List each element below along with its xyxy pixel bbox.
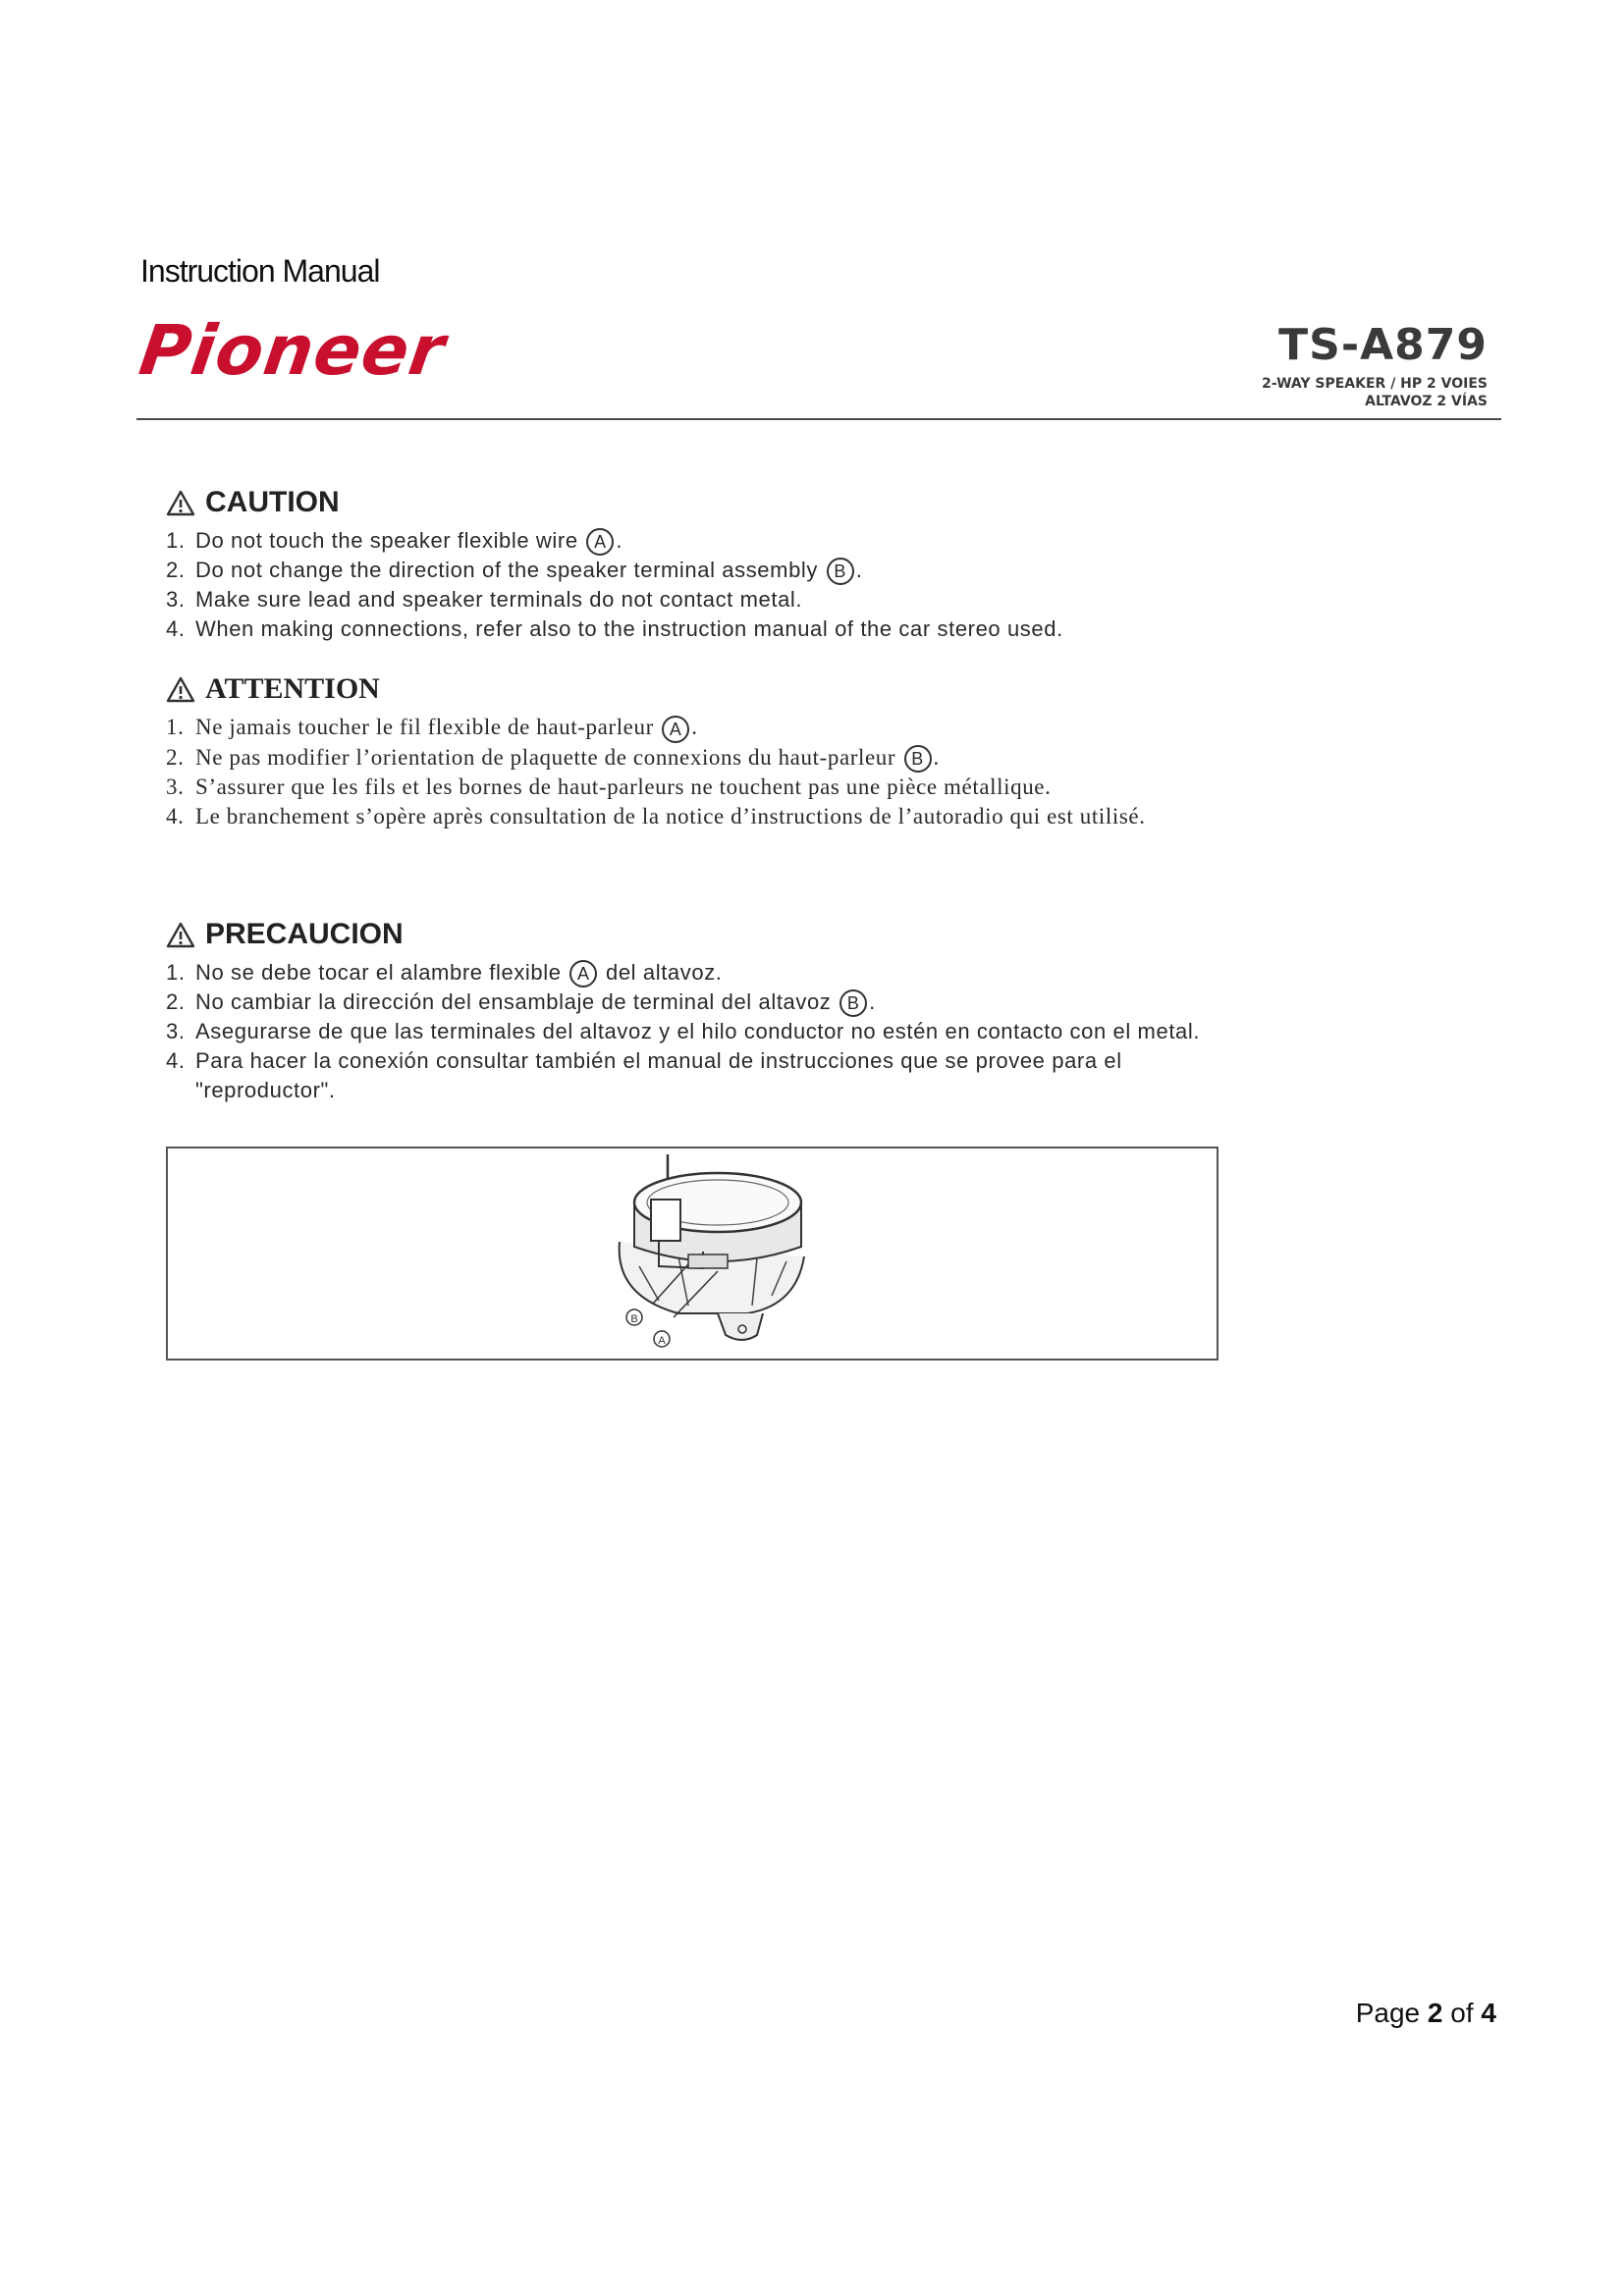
attention-title: ATTENTION: [205, 672, 380, 705]
item-number: 3.: [166, 587, 186, 613]
item-number: 3.: [166, 774, 185, 800]
list-item: [166, 614, 1256, 644]
model-number: TS-A879: [1278, 320, 1488, 370]
item-text-after: del altavoz.: [606, 960, 723, 985]
brand-wordmark: Pioneer: [135, 310, 451, 391]
model-subtitle-es: ALTAVOZ 2 VÍAS: [1365, 394, 1488, 409]
figure-label-b: B: [630, 1313, 638, 1325]
document-title: Instruction Manual: [140, 253, 380, 289]
item-text: Make sure lead and speaker terminals do not contact metal.: [195, 587, 803, 613]
item-number: 1.: [166, 528, 186, 553]
warning-triangle-icon: [166, 676, 195, 703]
attention-section: [166, 669, 1256, 831]
pioneer-logo: [135, 310, 451, 391]
caution-title: CAUTION: [205, 486, 340, 518]
list-item: [166, 802, 1256, 831]
item-text-after: .: [691, 715, 698, 739]
item-text: When making connections, refer also to the instruction manual of the car stereo used.: [195, 616, 1063, 642]
item-text: No cambiar la dirección del ensamblaje de terminal del altavoz: [195, 989, 832, 1015]
item-text: S’assurer que les fils et les bornes de haut-parleurs ne touchent pas une pièce métallique.: [195, 774, 1052, 800]
caution-heading: [166, 483, 1256, 522]
model-block: [1262, 320, 1488, 410]
item-number: 1.: [166, 960, 186, 985]
page-word: Page: [1355, 1998, 1421, 2028]
marker-b: B: [904, 745, 932, 773]
list-item: [166, 1046, 1256, 1105]
caution-section: [166, 483, 1256, 644]
item-text: Le branchement s’opère après consultation de la notice d’instructions de l’autoradio qui est utilisé.: [195, 804, 1146, 829]
list-item: [166, 585, 1256, 614]
precaucion-heading: [166, 915, 1256, 954]
item-text: Ne jamais toucher le fil flexible de haut-parleur: [195, 715, 654, 739]
item-text-after: .: [869, 989, 876, 1015]
header-divider: [136, 418, 1501, 420]
item-text: Para hacer la conexión consultar también el manual de instrucciones que se provee para el "reproductor".: [195, 1048, 1122, 1103]
item-text-after: .: [855, 558, 863, 583]
precaucion-section: [166, 915, 1256, 1105]
list-item: [166, 988, 1256, 1017]
item-number: 2.: [166, 989, 186, 1015]
total-pages: 4: [1481, 1998, 1496, 2028]
attention-heading: [166, 669, 1256, 709]
of-word: of: [1450, 1998, 1474, 2028]
list-item: [166, 556, 1256, 585]
list-item: [166, 526, 1256, 556]
warning-triangle-icon: [166, 490, 195, 516]
item-number: 1.: [166, 715, 185, 739]
list-item: [166, 1017, 1256, 1046]
list-item: [166, 773, 1256, 802]
item-number: 3.: [166, 1019, 186, 1044]
marker-b: B: [827, 558, 854, 585]
item-text: No se debe tocar el alambre flexible: [195, 960, 562, 985]
item-number: 2.: [166, 744, 185, 770]
item-text-after: .: [616, 528, 623, 553]
attention-list: [166, 713, 1256, 831]
marker-a: A: [586, 528, 614, 556]
caution-list: [166, 526, 1256, 644]
item-number: 2.: [166, 558, 186, 583]
marker-a: A: [569, 960, 597, 988]
list-item: [166, 958, 1256, 988]
precaucion-title: PRECAUCION: [205, 918, 404, 950]
item-text: Asegurarse de que las terminales del altavoz y el hilo conductor no estén en contacto con el metal.: [195, 1019, 1201, 1044]
figure-label-a: A: [658, 1335, 666, 1347]
precaucion-list: [166, 958, 1256, 1105]
item-number: 4.: [166, 804, 185, 829]
warning-triangle-icon: [166, 922, 195, 948]
item-text: Do not change the direction of the speaker terminal assembly: [195, 558, 818, 583]
speaker-illustration: [168, 1148, 1217, 1359]
page-number: [1356, 1998, 1496, 2029]
list-item: [166, 713, 1256, 743]
current-page: 2: [1427, 1998, 1443, 2028]
marker-b: B: [839, 989, 867, 1017]
model-subtitle-en-fr: 2-WAY SPEAKER / HP 2 VOIES: [1262, 376, 1488, 392]
item-text: Ne pas modifier l’orientation de plaquette de connexions du haut-parleur: [195, 744, 896, 770]
item-number: 4.: [166, 616, 186, 642]
marker-a: A: [662, 716, 689, 743]
item-number: 4.: [166, 1048, 186, 1074]
item-text: Do not touch the speaker flexible wire: [195, 528, 578, 553]
speaker-figure-box: [166, 1147, 1218, 1361]
item-text-after: .: [933, 744, 940, 770]
list-item: [166, 743, 1256, 774]
